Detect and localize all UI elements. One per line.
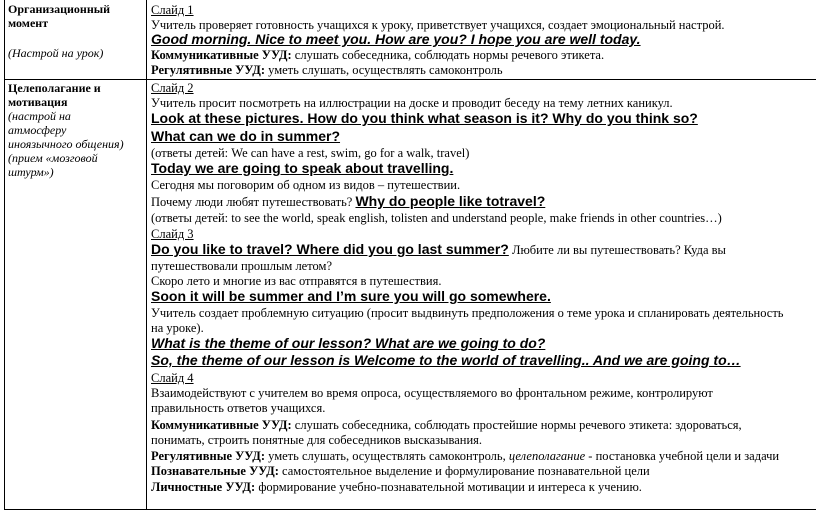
stage-title: Организационный bbox=[8, 2, 111, 16]
uud-italic-term: целеполагание bbox=[508, 449, 586, 463]
slide-label: Слайд 2 bbox=[151, 81, 194, 95]
teacher-action: Учитель просит посмотреть на иллюстрации на доске и проводит беседу на тему летних каникул. bbox=[151, 96, 673, 110]
uud-text: слушать собеседника, соблюдать простейшие нормы речевого этикета: здороваться, bbox=[291, 418, 742, 432]
teacher-action: Учитель создает проблемную ситуацию (просит выдвинуть предположения о теме урока и спланировать деятельность bbox=[151, 306, 784, 320]
teacher-action: Сегодня мы поговорим об одном из видов – путешествии. bbox=[151, 178, 461, 192]
table-border-bottom bbox=[4, 509, 816, 510]
uud-label: Коммуникативные УУД: bbox=[151, 48, 292, 62]
teacher-action: Учитель проверяет готовность учащихся к уроку, приветствует учащихся, создает эмоциональный настрой. bbox=[151, 18, 725, 32]
stage-note: (прием «мозговой bbox=[8, 151, 98, 165]
uud-line bbox=[151, 449, 779, 464]
teacher-action bbox=[151, 242, 726, 258]
uud-label: Коммуникативные УУД: bbox=[151, 418, 292, 432]
uud-text: уметь слушать, осуществлять самоконтроль bbox=[264, 63, 503, 77]
row-divider bbox=[4, 79, 816, 80]
english-phrase: Soon it will be summer and I’m sure you will go somewhere. bbox=[151, 288, 551, 304]
english-phrase: So, the theme of our lesson is Welcome to the world of travelling.. And we are going to… bbox=[151, 352, 741, 368]
uud-line bbox=[151, 480, 642, 495]
uud-line bbox=[151, 464, 650, 479]
uud-text: формирование учебно-познавательной мотивации и интереса к учению. bbox=[255, 480, 642, 494]
stage-note: атмосферу bbox=[8, 123, 67, 137]
stage-note: штурм») bbox=[8, 165, 54, 179]
uud-label: Познавательные УУД: bbox=[151, 464, 279, 478]
stage-title: момент bbox=[8, 16, 49, 30]
table-border-left bbox=[4, 0, 5, 510]
stage-title: Целеполагание и bbox=[8, 81, 101, 95]
english-phrase: Look at these pictures. How do you think what season is it? Why do you think so? bbox=[151, 110, 698, 126]
stage-title: мотивация bbox=[8, 95, 68, 109]
uud-text: самостоятельное выделение и формулирование познавательной цели bbox=[278, 464, 650, 478]
column-divider bbox=[146, 0, 147, 510]
uud-label: Регулятивные УУД: bbox=[151, 63, 265, 77]
children-answers: (ответы детей: to see the world, speak english, tolisten and understand people, make friends in other countries…) bbox=[151, 211, 722, 225]
teacher-action: Скоро лето и многие из вас отправятся в путешествия. bbox=[151, 274, 442, 288]
uud-line: понимать, строить понятные для собеседников высказывания. bbox=[151, 433, 483, 447]
uud-line bbox=[151, 63, 503, 78]
teacher-action: путешествовали прошлым летом? bbox=[151, 259, 332, 273]
children-answers: (ответы детей: We can have a rest, swim, go for a walk, travel) bbox=[151, 146, 470, 160]
uud-text: - постановка учебной цели и задачи bbox=[585, 449, 780, 463]
english-phrase: Today we are going to speak about travelling. bbox=[151, 160, 454, 176]
teacher-action: правильность ответов учащихся. bbox=[151, 401, 326, 415]
english-phrase: Do you like to travel? Where did you go last summer? bbox=[151, 241, 509, 257]
question-text: Почему люди любят путешествовать? bbox=[151, 195, 356, 209]
slide-label: Слайд 1 bbox=[151, 3, 194, 17]
english-phrase: Why do people like totravel? bbox=[355, 193, 546, 209]
english-phrase: What is the theme of our lesson? What are we going to do? bbox=[151, 335, 546, 351]
uud-line bbox=[151, 48, 604, 63]
stage-note: (Настрой на урок) bbox=[8, 46, 104, 60]
stage-note: иноязычного общения) bbox=[8, 137, 124, 151]
stage-note: (настрой на bbox=[8, 109, 71, 123]
slide-label: Слайд 4 bbox=[151, 371, 194, 385]
teacher-action: на уроке). bbox=[151, 321, 204, 335]
uud-text: слушать собеседника, соблюдать нормы речевого этикета. bbox=[291, 48, 605, 62]
uud-label: Регулятивные УУД: bbox=[151, 449, 265, 463]
question-text: Любите ли вы путешествовать? Куда вы bbox=[508, 243, 726, 257]
slide-label: Слайд 3 bbox=[151, 227, 194, 241]
english-phrase: Good morning. Nice to meet you. How are you? I hope you are well today. bbox=[151, 31, 641, 47]
english-phrase: What can we do in summer? bbox=[151, 128, 341, 144]
uud-line bbox=[151, 418, 742, 433]
uud-label: Личностные УУД: bbox=[151, 480, 256, 494]
uud-text: уметь слушать, осуществлять самоконтроль, bbox=[264, 449, 509, 463]
teacher-action: Взаимодействуют с учителем во время опроса, осуществляемого во фронтальном режиме, контролируют bbox=[151, 386, 713, 400]
teacher-action bbox=[151, 194, 545, 210]
